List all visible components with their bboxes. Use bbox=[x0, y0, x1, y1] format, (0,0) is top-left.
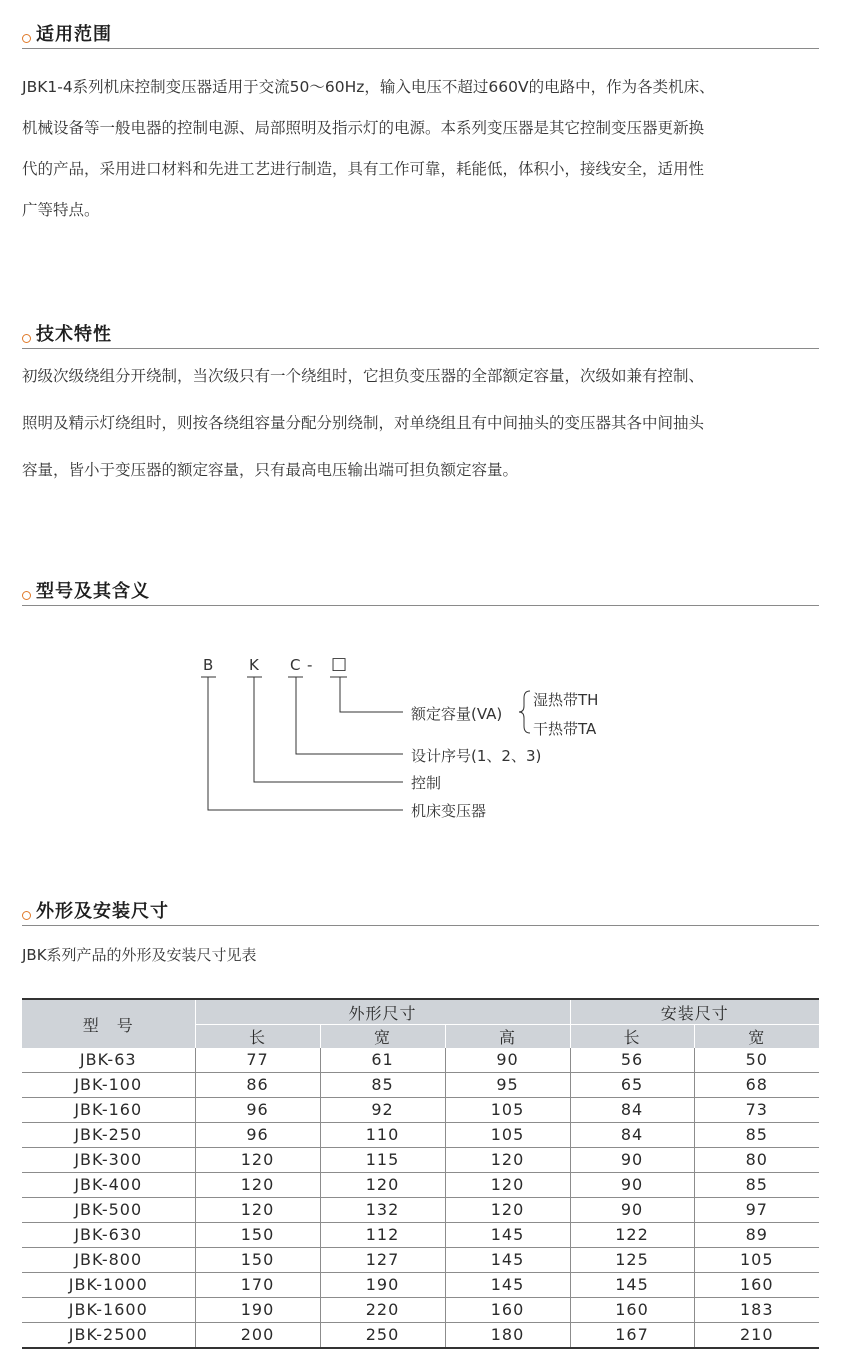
cell-outline-length: 86 bbox=[195, 1073, 320, 1098]
section-title: 型号及其含义 bbox=[36, 581, 150, 602]
table-row bbox=[22, 1223, 819, 1248]
cell-model: JBK-2500 bbox=[22, 1323, 195, 1349]
cell-outline-length: 150 bbox=[195, 1223, 320, 1248]
header-install-length: 长 bbox=[570, 1025, 694, 1049]
section-title: 技术特性 bbox=[36, 324, 112, 345]
cell-outline-length: 96 bbox=[195, 1123, 320, 1148]
cell-install-length: 160 bbox=[570, 1298, 694, 1323]
features-paragraph bbox=[22, 353, 822, 494]
table-row bbox=[22, 1173, 819, 1198]
dimensions-table bbox=[22, 998, 819, 1349]
code-letter-k: K bbox=[249, 656, 259, 674]
cell-install-length: 90 bbox=[570, 1148, 694, 1173]
label-machine-transformer: 机床变压器 bbox=[411, 802, 487, 820]
cell-outline-height: 105 bbox=[445, 1123, 570, 1148]
table-row bbox=[22, 1298, 819, 1323]
table-caption: JBK系列产品的外形及安装尺寸见表 bbox=[22, 946, 257, 964]
cell-install-width: 105 bbox=[694, 1248, 819, 1273]
cell-outline-length: 200 bbox=[195, 1323, 320, 1349]
code-placeholder-box: □ bbox=[331, 654, 348, 674]
cell-outline-height: 180 bbox=[445, 1323, 570, 1349]
cell-install-length: 65 bbox=[570, 1073, 694, 1098]
cell-install-width: 68 bbox=[694, 1073, 819, 1098]
paragraph-line: 代的产品，采用进口材料和先进工艺进行制造，具有工作可靠，耗能低，体积小，接线安全，适用性 bbox=[22, 160, 705, 178]
cell-model: JBK-160 bbox=[22, 1098, 195, 1123]
label-control: 控制 bbox=[411, 774, 442, 792]
paragraph-line: 机械设备等一般电器的控制电源、局部照明及指示灯的电源。本系列变压器是其它控制变压器更新换 bbox=[22, 119, 705, 137]
cell-outline-width: 115 bbox=[320, 1148, 445, 1173]
cell-outline-length: 170 bbox=[195, 1273, 320, 1298]
cell-install-width: 85 bbox=[694, 1173, 819, 1198]
cell-outline-length: 120 bbox=[195, 1198, 320, 1223]
table-row bbox=[22, 1123, 819, 1148]
cell-outline-length: 190 bbox=[195, 1298, 320, 1323]
cell-model: JBK-800 bbox=[22, 1248, 195, 1273]
cell-install-width: 97 bbox=[694, 1198, 819, 1223]
cell-model: JBK-500 bbox=[22, 1198, 195, 1223]
cell-model: JBK-1600 bbox=[22, 1298, 195, 1323]
header-model: 型 号 bbox=[22, 999, 195, 1048]
cell-outline-length: 96 bbox=[195, 1098, 320, 1123]
label-capacity: 额定容量(VA) bbox=[411, 705, 503, 723]
cell-model: JBK-400 bbox=[22, 1173, 195, 1198]
table-row bbox=[22, 1198, 819, 1223]
paragraph-line: 初级次级绕组分开绕制，当次级只有一个绕组时，它担负变压器的全部额定容量，次级如兼有控制、 bbox=[22, 367, 705, 385]
cell-install-length: 90 bbox=[570, 1198, 694, 1223]
cell-outline-height: 120 bbox=[445, 1148, 570, 1173]
table-row bbox=[22, 1098, 819, 1123]
cell-outline-width: 190 bbox=[320, 1273, 445, 1298]
table-row bbox=[22, 1048, 819, 1073]
cell-outline-height: 145 bbox=[445, 1273, 570, 1298]
cell-install-length: 145 bbox=[570, 1273, 694, 1298]
cell-model: JBK-300 bbox=[22, 1148, 195, 1173]
cell-outline-length: 120 bbox=[195, 1173, 320, 1198]
cell-outline-width: 120 bbox=[320, 1173, 445, 1198]
cell-install-length: 84 bbox=[570, 1098, 694, 1123]
cell-outline-width: 85 bbox=[320, 1073, 445, 1098]
code-letter-b: B bbox=[203, 656, 214, 674]
paragraph-line: 容量，皆小于变压器的额定容量，只有最高电压输出端可担负额定容量。 bbox=[22, 461, 519, 479]
cell-outline-height: 120 bbox=[445, 1198, 570, 1223]
label-design-number: 设计序号(1、2、3) bbox=[411, 747, 542, 765]
cell-install-width: 89 bbox=[694, 1223, 819, 1248]
cell-outline-width: 250 bbox=[320, 1323, 445, 1349]
cell-install-length: 167 bbox=[570, 1323, 694, 1349]
cell-outline-width: 110 bbox=[320, 1123, 445, 1148]
header-outline-width: 宽 bbox=[320, 1025, 445, 1049]
section-header-model bbox=[22, 579, 819, 606]
section-title: 外形及安装尺寸 bbox=[36, 901, 169, 922]
cell-outline-height: 120 bbox=[445, 1173, 570, 1198]
table-body bbox=[22, 1048, 819, 1348]
cell-outline-height: 160 bbox=[445, 1298, 570, 1323]
cell-outline-height: 145 bbox=[445, 1248, 570, 1273]
cell-install-length: 122 bbox=[570, 1223, 694, 1248]
circle-bullet-icon bbox=[22, 591, 31, 600]
circle-bullet-icon bbox=[22, 911, 31, 920]
cell-install-width: 80 bbox=[694, 1148, 819, 1173]
cell-outline-height: 105 bbox=[445, 1098, 570, 1123]
table-row bbox=[22, 1073, 819, 1098]
cell-install-width: 160 bbox=[694, 1273, 819, 1298]
cell-model: JBK-1000 bbox=[22, 1273, 195, 1298]
cell-outline-height: 90 bbox=[445, 1048, 570, 1073]
scope-paragraph bbox=[22, 67, 822, 231]
paragraph-line: 广等特点。 bbox=[22, 201, 100, 219]
cell-outline-length: 77 bbox=[195, 1048, 320, 1073]
cell-outline-height: 95 bbox=[445, 1073, 570, 1098]
cell-install-width: 183 bbox=[694, 1298, 819, 1323]
cell-install-length: 84 bbox=[570, 1123, 694, 1148]
label-humid-tropical: 湿热带TH bbox=[533, 691, 599, 709]
cell-outline-width: 127 bbox=[320, 1248, 445, 1273]
cell-model: JBK-100 bbox=[22, 1073, 195, 1098]
label-dry-tropical: 干热带TA bbox=[533, 720, 597, 738]
paragraph-line: 照明及精示灯绕组时，则按各绕组容量分配分别绕制，对单绕组且有中间抽头的变压器其各中间抽头 bbox=[22, 414, 705, 432]
cell-outline-width: 112 bbox=[320, 1223, 445, 1248]
cell-outline-width: 132 bbox=[320, 1198, 445, 1223]
cell-outline-width: 61 bbox=[320, 1048, 445, 1073]
header-outline-length: 长 bbox=[195, 1025, 320, 1049]
cell-outline-height: 145 bbox=[445, 1223, 570, 1248]
cell-outline-length: 150 bbox=[195, 1248, 320, 1273]
cell-install-width: 85 bbox=[694, 1123, 819, 1148]
table-row bbox=[22, 1248, 819, 1273]
circle-bullet-icon bbox=[22, 334, 31, 343]
circle-bullet-icon bbox=[22, 34, 31, 43]
cell-outline-width: 220 bbox=[320, 1298, 445, 1323]
cell-outline-width: 92 bbox=[320, 1098, 445, 1123]
code-dash: - bbox=[307, 656, 313, 674]
header-install-width: 宽 bbox=[694, 1025, 819, 1049]
section-header-dimensions bbox=[22, 899, 819, 926]
section-header-scope bbox=[22, 22, 819, 49]
cell-model: JBK-63 bbox=[22, 1048, 195, 1073]
cell-install-width: 73 bbox=[694, 1098, 819, 1123]
cell-install-width: 210 bbox=[694, 1323, 819, 1349]
cell-outline-length: 120 bbox=[195, 1148, 320, 1173]
paragraph-line: JBK1-4系列机床控制变压器适用于交流50～60Hz，输入电压不超过660V的电路中，作为各类机床、 bbox=[22, 78, 715, 96]
header-group-outline: 外形尺寸 bbox=[195, 999, 570, 1025]
table-row bbox=[22, 1323, 819, 1349]
cell-install-length: 90 bbox=[570, 1173, 694, 1198]
section-header-features bbox=[22, 322, 819, 349]
table-row bbox=[22, 1273, 819, 1298]
cell-install-width: 50 bbox=[694, 1048, 819, 1073]
section-title: 适用范围 bbox=[36, 24, 112, 45]
cell-model: JBK-250 bbox=[22, 1123, 195, 1148]
cell-install-length: 56 bbox=[570, 1048, 694, 1073]
cell-model: JBK-630 bbox=[22, 1223, 195, 1248]
header-outline-height: 高 bbox=[445, 1025, 570, 1049]
cell-install-length: 125 bbox=[570, 1248, 694, 1273]
header-group-install: 安装尺寸 bbox=[570, 999, 819, 1025]
code-letter-c: C bbox=[290, 656, 301, 674]
table-row bbox=[22, 1148, 819, 1173]
